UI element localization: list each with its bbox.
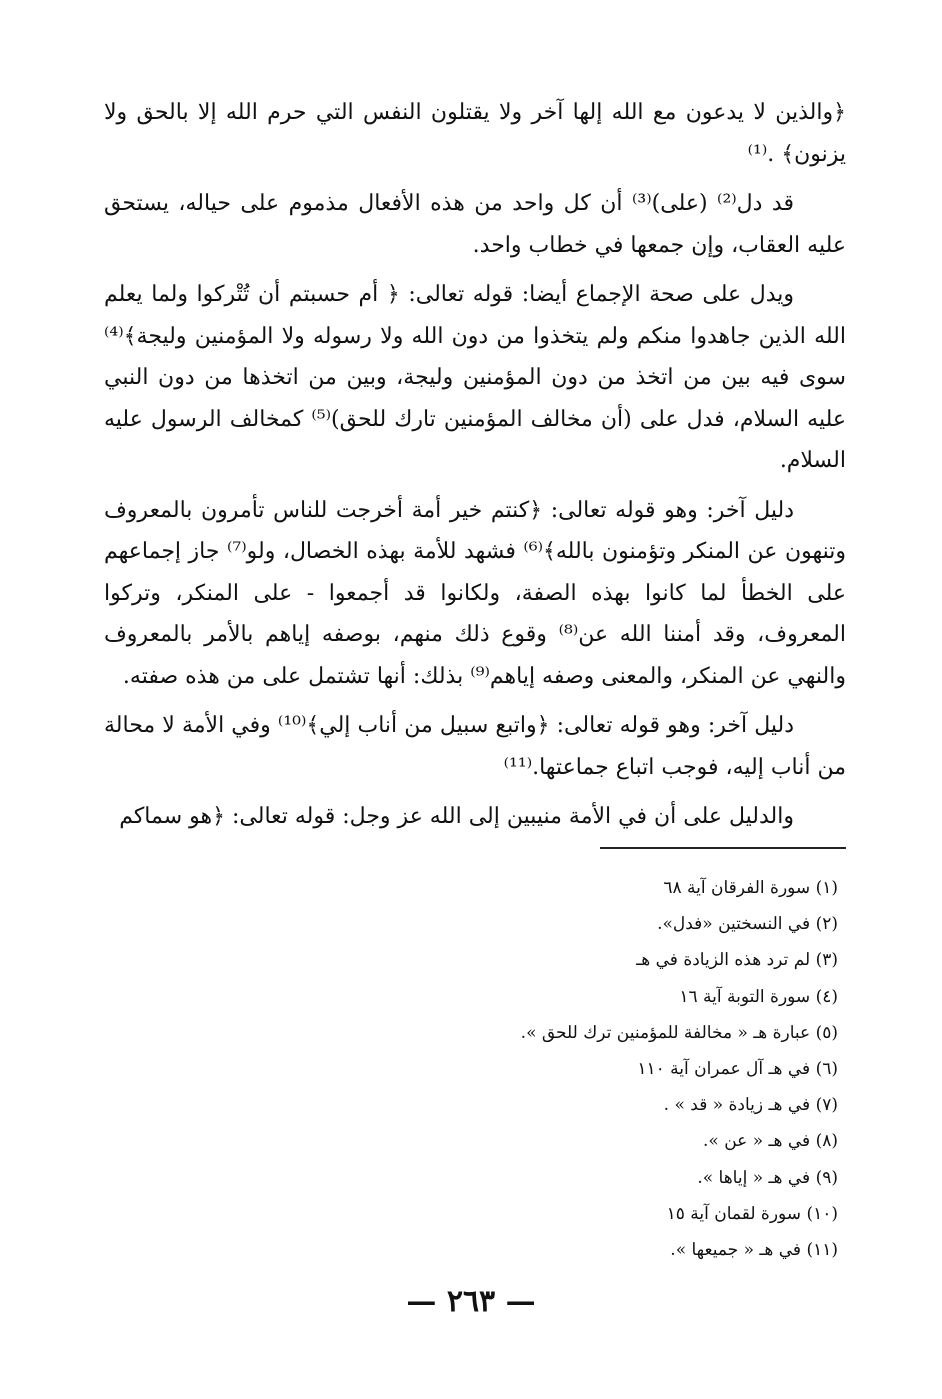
- footnote-item: (٨) في هـ « عن ».: [703, 1131, 838, 1152]
- paragraph: دليل آخر: وهو قوله تعالى: ﴿واتبع سبيل من أناب إلي﴾⁽¹⁰⁾ وفي الأمة لا محالة من أناب إليه، فوجب اتباع جماعتها.⁽¹¹⁾: [104, 713, 846, 780]
- paragraph: ويدل على صحة الإجماع أيضا: قوله تعالى: ﴿ أم حسبتم أن تُتْركوا ولما يعلم الله الذين جاهدوا منكم ولم يتخذوا من دون الله ولا رسوله ولا المؤمنين وليجة﴾⁽⁴⁾ سوى فيه بين من اتخذ من دون المؤمنين وليجة، وبين من اتخذها من دون النبي عليه السلام، فدل على (أن مخالف المؤمنين تارك للحق)⁽⁵⁾ كمخالف الرسول عليه السلام.: [104, 282, 846, 473]
- footnote-item: (٢) في النسختين «فدل».: [657, 914, 838, 935]
- paragraph: دليل آخر: وهو قوله تعالى: ﴿كنتم خير أمة أخرجت للناس تأمرون بالمعروف وتنهون عن المنكر وتؤمنون بالله﴾⁽⁶⁾ فشهد للأمة بهذه الخصال، ولو⁽⁷⁾ جاز إجماعهم على الخطأ لما كانوا بهذه الصفة، ولكانوا قد أجمعوا - على المنكر، وتركوا المعروف، وقد أمننا الله عن⁽⁸⁾ وقوع ذلك منهم، بوصفه إياهم بالأمر بالمعروف والنهي عن المنكر، والمعنى وصفه إياهم⁽⁹⁾ بذلك: أنها تشتمل على من هذه صفته.: [104, 497, 846, 689]
- footnote-item: (١) سورة الفرقان آية ٦٨: [663, 878, 838, 898]
- footnote-item: (٣) لم ترد هذه الزيادة في هـ: [636, 950, 838, 971]
- footnote-item: (٥) عبارة هـ « مخالفة للمؤمنين ترك للحق ».: [520, 1022, 838, 1043]
- footnote-item: (٦) في هـ آل عمران آية ١١٠: [637, 1059, 838, 1080]
- paragraph: قد دل⁽²⁾ (على)⁽³⁾ أن كل واحد من هذه الأفعال مذموم على حياله، يستحق عليه العقاب، وإن جمعها في خطاب واحد.: [104, 191, 846, 258]
- footnote-divider: [600, 847, 846, 849]
- page-number: — ٢٦٣ —: [406, 1284, 536, 1319]
- main-text: [104, 92, 846, 846]
- footnote-item: (٩) في هـ « إياها ».: [697, 1167, 838, 1188]
- footnote-item: (١١) في هـ « جميعها ».: [670, 1240, 838, 1261]
- footnote-item: (٧) في هـ زيادة « قد » .: [663, 1095, 838, 1116]
- footnote-list: [318, 870, 838, 1268]
- paragraph: والدليل على أن في الأمة منيبين إلى الله عز وجل: قوله تعالى: ﴿هو سماكم: [119, 804, 794, 829]
- footnote-item: (٤) سورة التوبة آية ١٦: [679, 986, 838, 1007]
- paragraph: ﴿والذين لا يدعون مع الله إلها آخر ولا يقتلون النفس التي حرم الله إلا بالحق ولا يزنون﴾ .⁽¹⁾: [104, 100, 846, 167]
- footnote-item: (١٠) سورة لقمان آية ١٥: [666, 1203, 838, 1224]
